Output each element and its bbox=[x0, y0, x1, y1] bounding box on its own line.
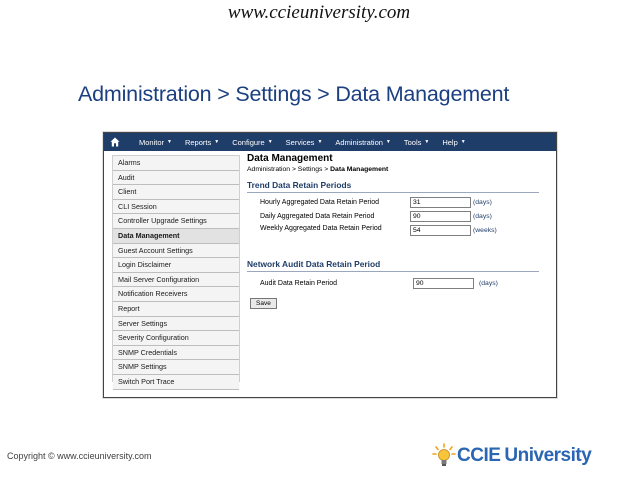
sidebar-item-cli-session[interactable]: CLI Session bbox=[113, 200, 239, 215]
weekly-retain-input[interactable] bbox=[410, 225, 471, 236]
logo-wordmark bbox=[457, 445, 591, 467]
menu-label: Tools bbox=[403, 137, 422, 147]
home-icon[interactable] bbox=[104, 133, 126, 151]
hourly-retain-input[interactable] bbox=[410, 197, 471, 208]
caret-down-icon: ▼ bbox=[424, 139, 430, 145]
breadcrumb-path[interactable]: Administration > Settings > bbox=[247, 166, 331, 173]
menu-label: Monitor bbox=[139, 137, 165, 147]
copyright-text: Copyright © www.ccieuniversity.com bbox=[7, 451, 152, 461]
caret-down-icon: ▼ bbox=[167, 139, 172, 145]
daily-retain-row bbox=[247, 211, 552, 225]
caret-down-icon: ▼ bbox=[317, 139, 323, 145]
trend-section-heading: Trend Data Retain Periods bbox=[247, 180, 539, 193]
menu-reports[interactable] bbox=[185, 138, 219, 147]
breadcrumb bbox=[247, 165, 552, 174]
menu-administration[interactable] bbox=[335, 138, 390, 147]
caret-down-icon: ▼ bbox=[214, 139, 220, 145]
weekly-retain-label: Weekly Aggregated Data Retain Period bbox=[260, 225, 382, 232]
sidebar-item-severity-configuration[interactable]: Severity Configuration bbox=[113, 331, 239, 346]
menu-configure[interactable] bbox=[232, 138, 272, 147]
audit-section-heading: Network Audit Data Retain Period bbox=[247, 259, 539, 272]
caret-down-icon: ▼ bbox=[460, 139, 466, 145]
app-screenshot bbox=[103, 132, 557, 398]
menu-tools[interactable] bbox=[404, 138, 429, 147]
menu-label: Administration bbox=[335, 137, 383, 147]
sidebar-item-snmp-settings[interactable]: SNMP Settings bbox=[113, 360, 239, 375]
menu-help[interactable] bbox=[442, 138, 465, 147]
hourly-retain-unit: (days) bbox=[473, 199, 492, 206]
header-url: www.ccieuniversity.com bbox=[227, 2, 411, 23]
sidebar-item-notification-receivers[interactable]: Notification Receivers bbox=[113, 287, 239, 302]
slide-title: Administration > Settings > Data Management bbox=[78, 82, 510, 106]
weekly-retain-row bbox=[247, 225, 552, 245]
sidebar-item-snmp-credentials[interactable]: SNMP Credentials bbox=[113, 346, 239, 361]
sidebar-item-guest-account-settings[interactable]: Guest Account Settings bbox=[113, 244, 239, 259]
logo-part-ccie: CCIE bbox=[457, 445, 501, 466]
settings-sidebar bbox=[112, 155, 240, 386]
hourly-retain-row bbox=[247, 197, 552, 211]
sidebar-item-mail-server-configuration[interactable]: Mail Server Configuration bbox=[113, 273, 239, 288]
audit-retain-row bbox=[247, 278, 552, 292]
sidebar-item-report[interactable]: Report bbox=[113, 302, 239, 317]
audit-retain-input[interactable] bbox=[413, 278, 474, 289]
menu-monitor[interactable] bbox=[139, 138, 172, 147]
audit-retain-unit: (days) bbox=[479, 280, 498, 287]
sidebar-item-server-settings[interactable]: Server Settings bbox=[113, 317, 239, 332]
sidebar-item-switch-port-trace[interactable]: Switch Port Trace bbox=[113, 375, 239, 390]
sidebar-item-data-management[interactable]: Data Management bbox=[113, 229, 239, 244]
daily-retain-input[interactable] bbox=[410, 211, 471, 222]
breadcrumb-current: Data Management bbox=[330, 166, 389, 173]
audit-retain-label: Audit Data Retain Period bbox=[260, 280, 338, 287]
menu-label: Help bbox=[442, 137, 458, 147]
lightbulb-icon bbox=[431, 443, 457, 469]
menu-label: Reports bbox=[184, 137, 212, 147]
ccie-university-logo bbox=[431, 442, 636, 470]
hourly-retain-label: Hourly Aggregated Data Retain Period bbox=[260, 199, 380, 206]
main-content bbox=[247, 153, 552, 310]
sidebar-item-alarms[interactable]: Alarms bbox=[113, 156, 239, 171]
sidebar-item-audit[interactable]: Audit bbox=[113, 171, 239, 186]
menu-label: Configure bbox=[232, 137, 265, 147]
menu-label: Services bbox=[285, 137, 315, 147]
daily-retain-unit: (days) bbox=[473, 213, 492, 220]
sidebar-item-controller-upgrade-settings[interactable]: Controller Upgrade Settings bbox=[113, 214, 239, 229]
weekly-retain-unit: (weeks) bbox=[473, 227, 497, 234]
sidebar-item-login-disclaimer[interactable]: Login Disclaimer bbox=[113, 258, 239, 273]
daily-retain-label: Daily Aggregated Data Retain Period bbox=[260, 213, 375, 220]
caret-down-icon: ▼ bbox=[385, 139, 391, 145]
page-title: Data Management bbox=[247, 153, 333, 164]
caret-down-icon: ▼ bbox=[267, 139, 273, 145]
menu-services[interactable] bbox=[286, 138, 323, 147]
menu-bar bbox=[104, 133, 556, 151]
logo-part-university: University bbox=[504, 445, 592, 466]
sidebar-item-client[interactable]: Client bbox=[113, 185, 239, 200]
save-button[interactable]: Save bbox=[250, 298, 277, 309]
